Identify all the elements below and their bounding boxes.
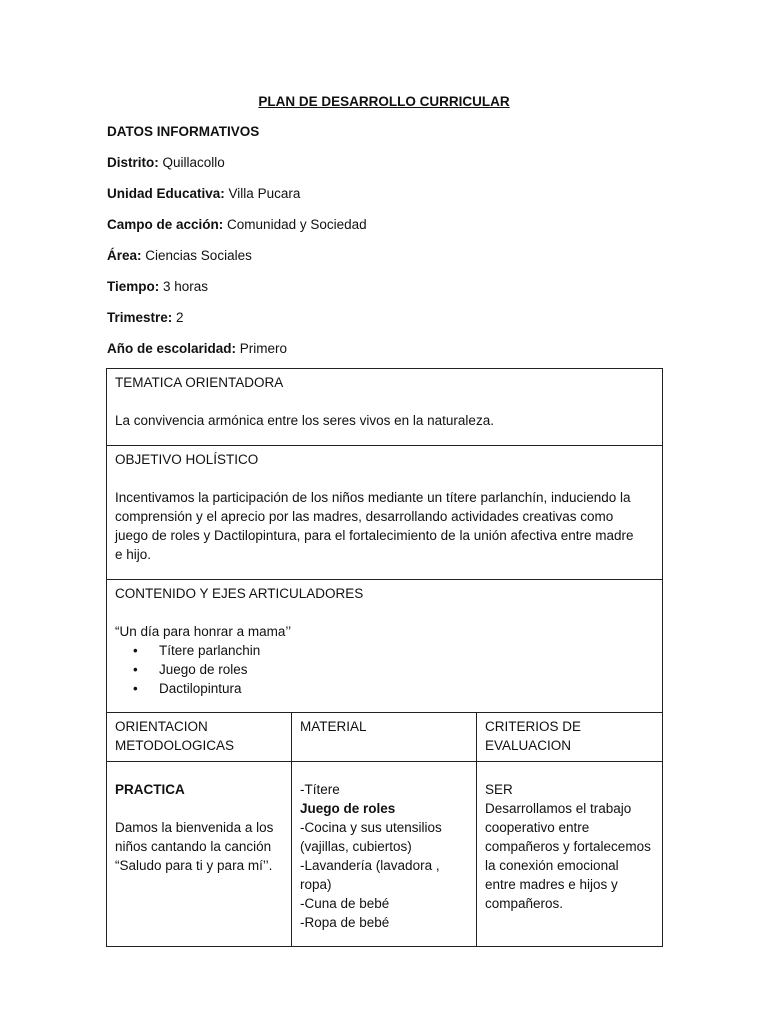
- material-item: (vajillas, cubiertos): [300, 839, 412, 854]
- column-header-criterios: [477, 713, 663, 762]
- row-tematica: [107, 369, 663, 446]
- criterios-heading: SER: [485, 782, 513, 797]
- document-title: PLAN DE DESARROLLO CURRICULAR: [258, 94, 510, 109]
- objetivo-line: comprensión y el aprecio por las madres, desarrollando actividades creativas como: [115, 509, 614, 524]
- row-practica: [107, 762, 663, 947]
- tematica-text: La convivencia armónica entre los seres vivos en la naturaleza.: [115, 413, 494, 428]
- info-label: Campo de acción:: [107, 217, 224, 232]
- contenido-cell: [107, 580, 663, 713]
- column-header-text: EVALUACION: [485, 738, 572, 753]
- info-heading-text: DATOS INFORMATIVOS: [107, 124, 260, 139]
- objetivo-line: juego de roles y Dactilopintura, para el fortalecimiento de la unión afectiva entre madre: [115, 528, 634, 543]
- info-field-unidad-educativa: [107, 185, 667, 216]
- material-item: -Lavandería (lavadora ,: [300, 858, 440, 873]
- info-field-tiempo: [107, 278, 667, 309]
- objetivo-line: e hijo.: [115, 547, 152, 562]
- material-item: ropa): [300, 877, 332, 892]
- material-item: -Cuna de bebé: [300, 896, 390, 911]
- practica-line: Damos la bienvenida a los: [115, 820, 274, 835]
- practica-heading: PRACTICA: [115, 782, 185, 797]
- info-label: Tiempo:: [107, 279, 160, 294]
- criterios-line: Desarrollamos el trabajo: [485, 801, 632, 816]
- criterios-line: cooperativo entre: [485, 820, 590, 835]
- info-value: Villa Pucara: [228, 186, 301, 201]
- info-value: 2: [176, 310, 184, 325]
- criterios-line: la conexión emocional: [485, 858, 619, 873]
- objetivo-heading: OBJETIVO HOLÍSTICO: [115, 452, 259, 467]
- practica-line: “Saludo para ti y para mí’’.: [115, 858, 273, 873]
- material-item: -Títere: [300, 782, 340, 797]
- list-item-text: Títere parlanchin: [159, 643, 261, 658]
- info-field-area: [107, 247, 667, 278]
- practica-cell: [107, 762, 292, 947]
- info-field-trimestre: [107, 309, 667, 340]
- column-header-material: [292, 713, 477, 762]
- tematica-heading: TEMATICA ORIENTADORA: [115, 375, 284, 390]
- objetivo-line: Incentivamos la participación de los niños mediante un títere parlanchín, induciendo la: [115, 490, 631, 505]
- spacer: [115, 603, 654, 622]
- criterios-line: compañeros.: [485, 896, 564, 911]
- spacer: [115, 392, 654, 411]
- column-header-text: METODOLOGICAS: [115, 738, 235, 753]
- info-value: Comunidad y Sociedad: [227, 217, 367, 232]
- info-value: 3 horas: [163, 279, 209, 294]
- contenido-list: [115, 641, 654, 698]
- column-header-text: CRITERIOS DE: [485, 719, 582, 734]
- bullet-icon: •: [133, 662, 138, 677]
- row-contenido: [107, 580, 663, 713]
- contenido-heading: CONTENIDO Y EJES ARTICULADORES: [115, 586, 364, 601]
- contenido-subtitle: “Un día para honrar a mama’’: [115, 624, 292, 639]
- practica-line: niños cantando la canción: [115, 839, 272, 854]
- info-label: Año de escolaridad:: [107, 341, 237, 356]
- row-objetivo: [107, 446, 663, 580]
- spacer: [115, 799, 283, 818]
- material-item: -Ropa de bebé: [300, 915, 390, 930]
- criterios-line: compañeros y fortalecemos: [485, 839, 651, 854]
- column-header-text: MATERIAL: [300, 719, 367, 734]
- bullet-icon: •: [133, 643, 138, 658]
- material-subheading: Juego de roles: [300, 801, 396, 816]
- info-label: Área:: [107, 248, 142, 263]
- info-label: Trimestre:: [107, 310, 173, 325]
- info-field-campo-de-accion: [107, 216, 667, 247]
- info-value: Ciencias Sociales: [145, 248, 252, 263]
- list-item: [133, 660, 654, 679]
- column-header-text: ORIENTACION: [115, 719, 208, 734]
- list-item-text: Juego de roles: [159, 662, 248, 677]
- info-label: Distrito:: [107, 155, 159, 170]
- tematica-cell: [107, 369, 663, 446]
- info-label: Unidad Educativa:: [107, 186, 225, 201]
- objetivo-cell: [107, 446, 663, 580]
- list-item-text: Dactilopintura: [159, 681, 242, 696]
- info-value: Primero: [239, 341, 288, 356]
- criterios-cell: [477, 762, 663, 947]
- list-item: [133, 679, 654, 698]
- material-cell: [292, 762, 477, 947]
- list-item: [133, 641, 654, 660]
- column-header-orientacion: [107, 713, 292, 762]
- plan-table: [106, 368, 663, 947]
- info-value: Quillacollo: [162, 155, 225, 170]
- spacer: [115, 469, 654, 488]
- info-field-distrito: [107, 154, 667, 185]
- criterios-line: entre madres e hijos y: [485, 877, 618, 892]
- bullet-icon: •: [133, 681, 138, 696]
- row-column-headers: [107, 713, 663, 762]
- material-item: -Cocina y sus utensilios: [300, 820, 442, 835]
- info-heading: [107, 123, 667, 154]
- info-block: [107, 123, 667, 371]
- info-field-ano-de-escolaridad: [107, 340, 667, 371]
